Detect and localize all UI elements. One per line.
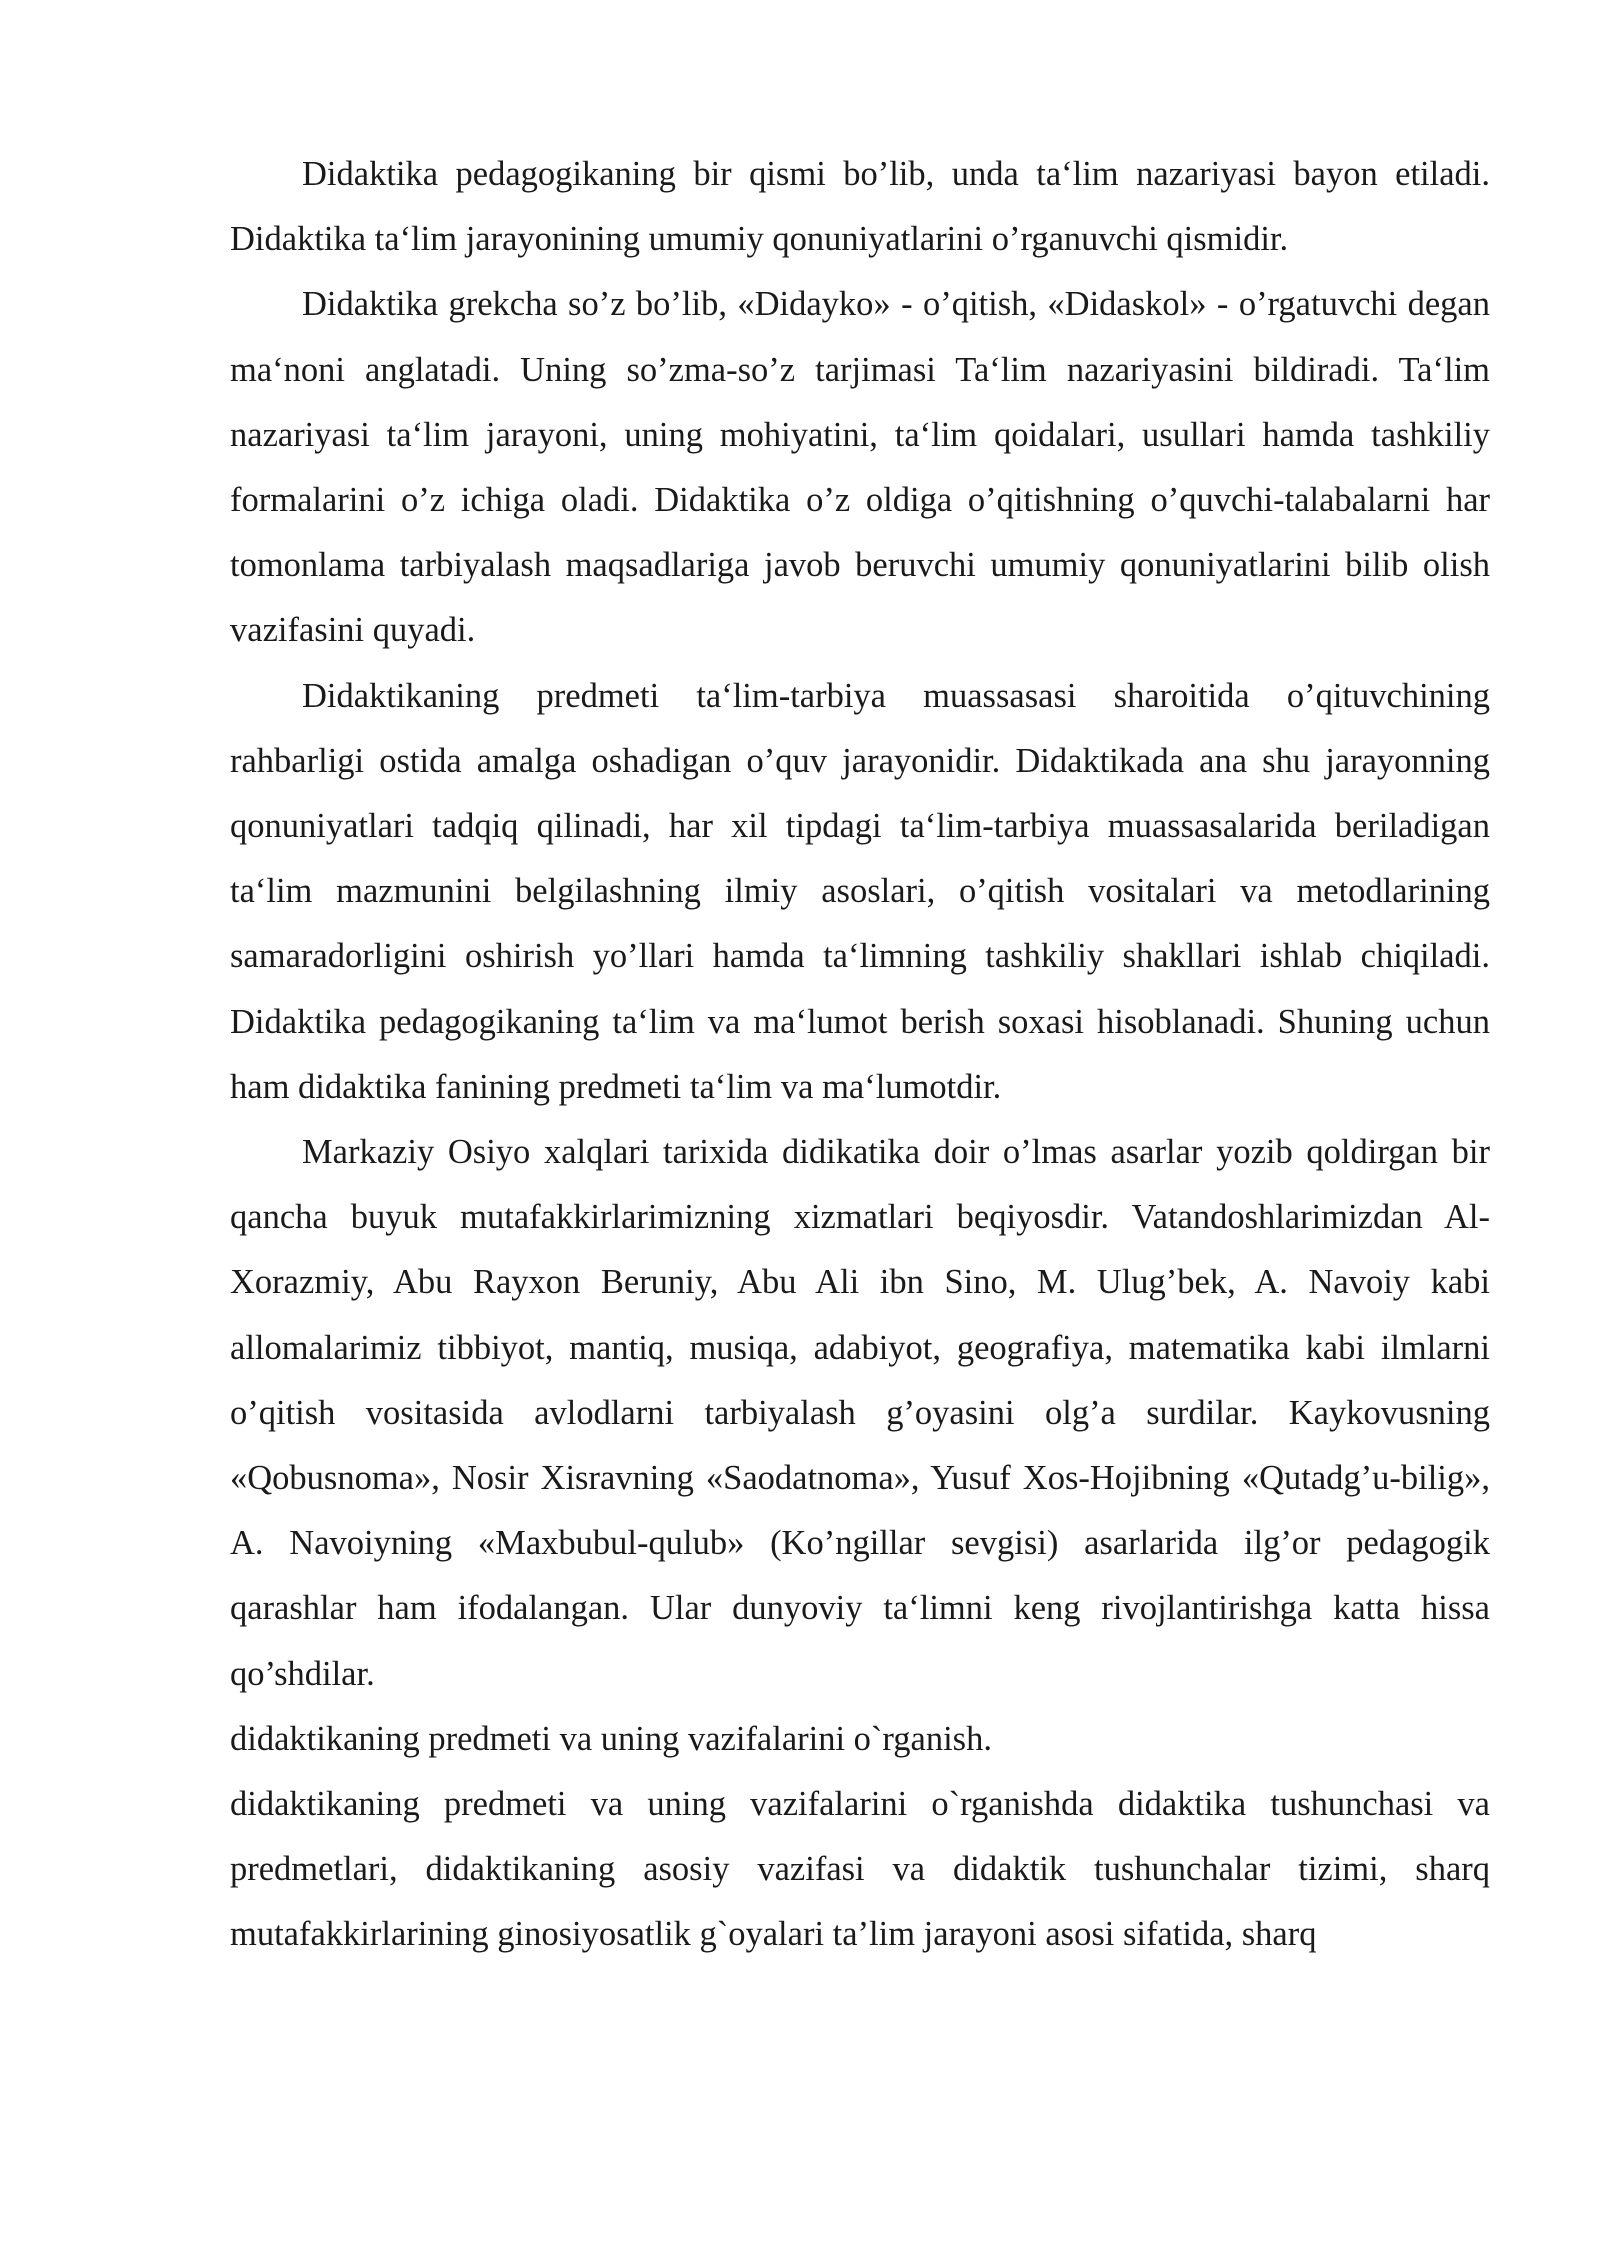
paragraph-topic-description: didaktikaning predmeti va uning vazifalarini o`rganishda didaktika tushunchasi va predmetlari, didaktikaning asosiy vazifasi va didaktik tushunchalar tizimi, sharq mutafakkirlarining ginosiyosatlik g`oyalari ta’lim jarayoni asosi sifatida, sharq	[230, 1785, 1490, 1954]
document-body	[230, 142, 1490, 1968]
paragraph-didactics-definition: Didaktika pedagogikaning bir qismi bo’lib, unda ta‘lim nazariyasi bayon etiladi. Didaktika ta‘lim jarayonining umumiy qonuniyatlarini o’rganuvchi qismidir.	[230, 155, 1490, 259]
paragraph-didactics-subject: Didaktikaning predmeti ta‘lim-tarbiya muassasasi sharoitida o’qituvchining rahbarligi ostida amalga oshadigan o’quv jarayonidir. Didaktikada ana shu jarayonning qonuniyatlari tadqiq qilinadi, har xil tipdagi ta‘lim-tarbiya muassasalarida beriladigan ta‘lim mazmunini belgilashning ilmiy asoslari, o’qitish vositalari va metodlarining samaradorligini oshirish yo’llari hamda ta‘limning tashkiliy shakllari ishlab chiqiladi. Didaktika pedagogikaning ta‘lim va ma‘lumot berish soxasi hisoblanadi. Shuning uchun ham didaktika fanining predmeti ta‘lim va ma‘lumotdir.	[230, 676, 1490, 1106]
paragraph-central-asian-thinkers: Markaziy Osiyo xalqlari tarixida didikatika doir o’lmas asarlar yozib qoldirgan bir qancha buyuk mutafakkirlarimizning xizmatlari beqiyosdir. Vatandoshlarimizdan Al-Xorazmiy, Abu Rayxon Beruniy, Abu Ali ibn Sino, M. Ulug’bek, A. Navoiy kabi allomalarimiz tibbiyot, mantiq, musiqa, adabiyot, geografiya, matematika kabi ilmlarni o’qitish vositasida avlodlarni tarbiyalash g’oyasini olg’a surdilar. Kaykovusning «Qobusnoma», Nosir Xisravning «Saodatnoma», Yusuf Xos-Hojibning «Qutadg’u-bilig», A. Navoiyning «Maxbubul-qulub» (Ko’ngillar sevgisi) asarlarida ilg’or pedagogik qarashlar ham ifodalangan. Ular dunyoviy ta‘limni keng rivojlantirishga katta hissa qo’shdilar.	[230, 1133, 1490, 1693]
topic-line: didaktikaning predmeti va uning vazifalarini o`rganish.	[230, 1719, 992, 1758]
paragraph-didactics-etymology: Didaktika grekcha so’z bo’lib, «Didayko» - o’qitish, «Didaskol» - o’rgatuvchi degan ma‘noni anglatadi. Uning so’zma-so’z tarjimasi Ta‘lim nazariyasini bildiradi. Ta‘lim nazariyasi ta‘lim jarayoni, uning mohiyatini, ta‘lim qoidalari, usullari hamda tashkiliy formalarini o’z ichiga oladi. Didaktika o’z oldiga o’qitishning o’quvchi-talabalarni har tomonlama tarbiyalash maqsadlariga javob beruvchi umumiy qonuniyatlarini bilib olish vazifasini quyadi.	[230, 285, 1490, 650]
